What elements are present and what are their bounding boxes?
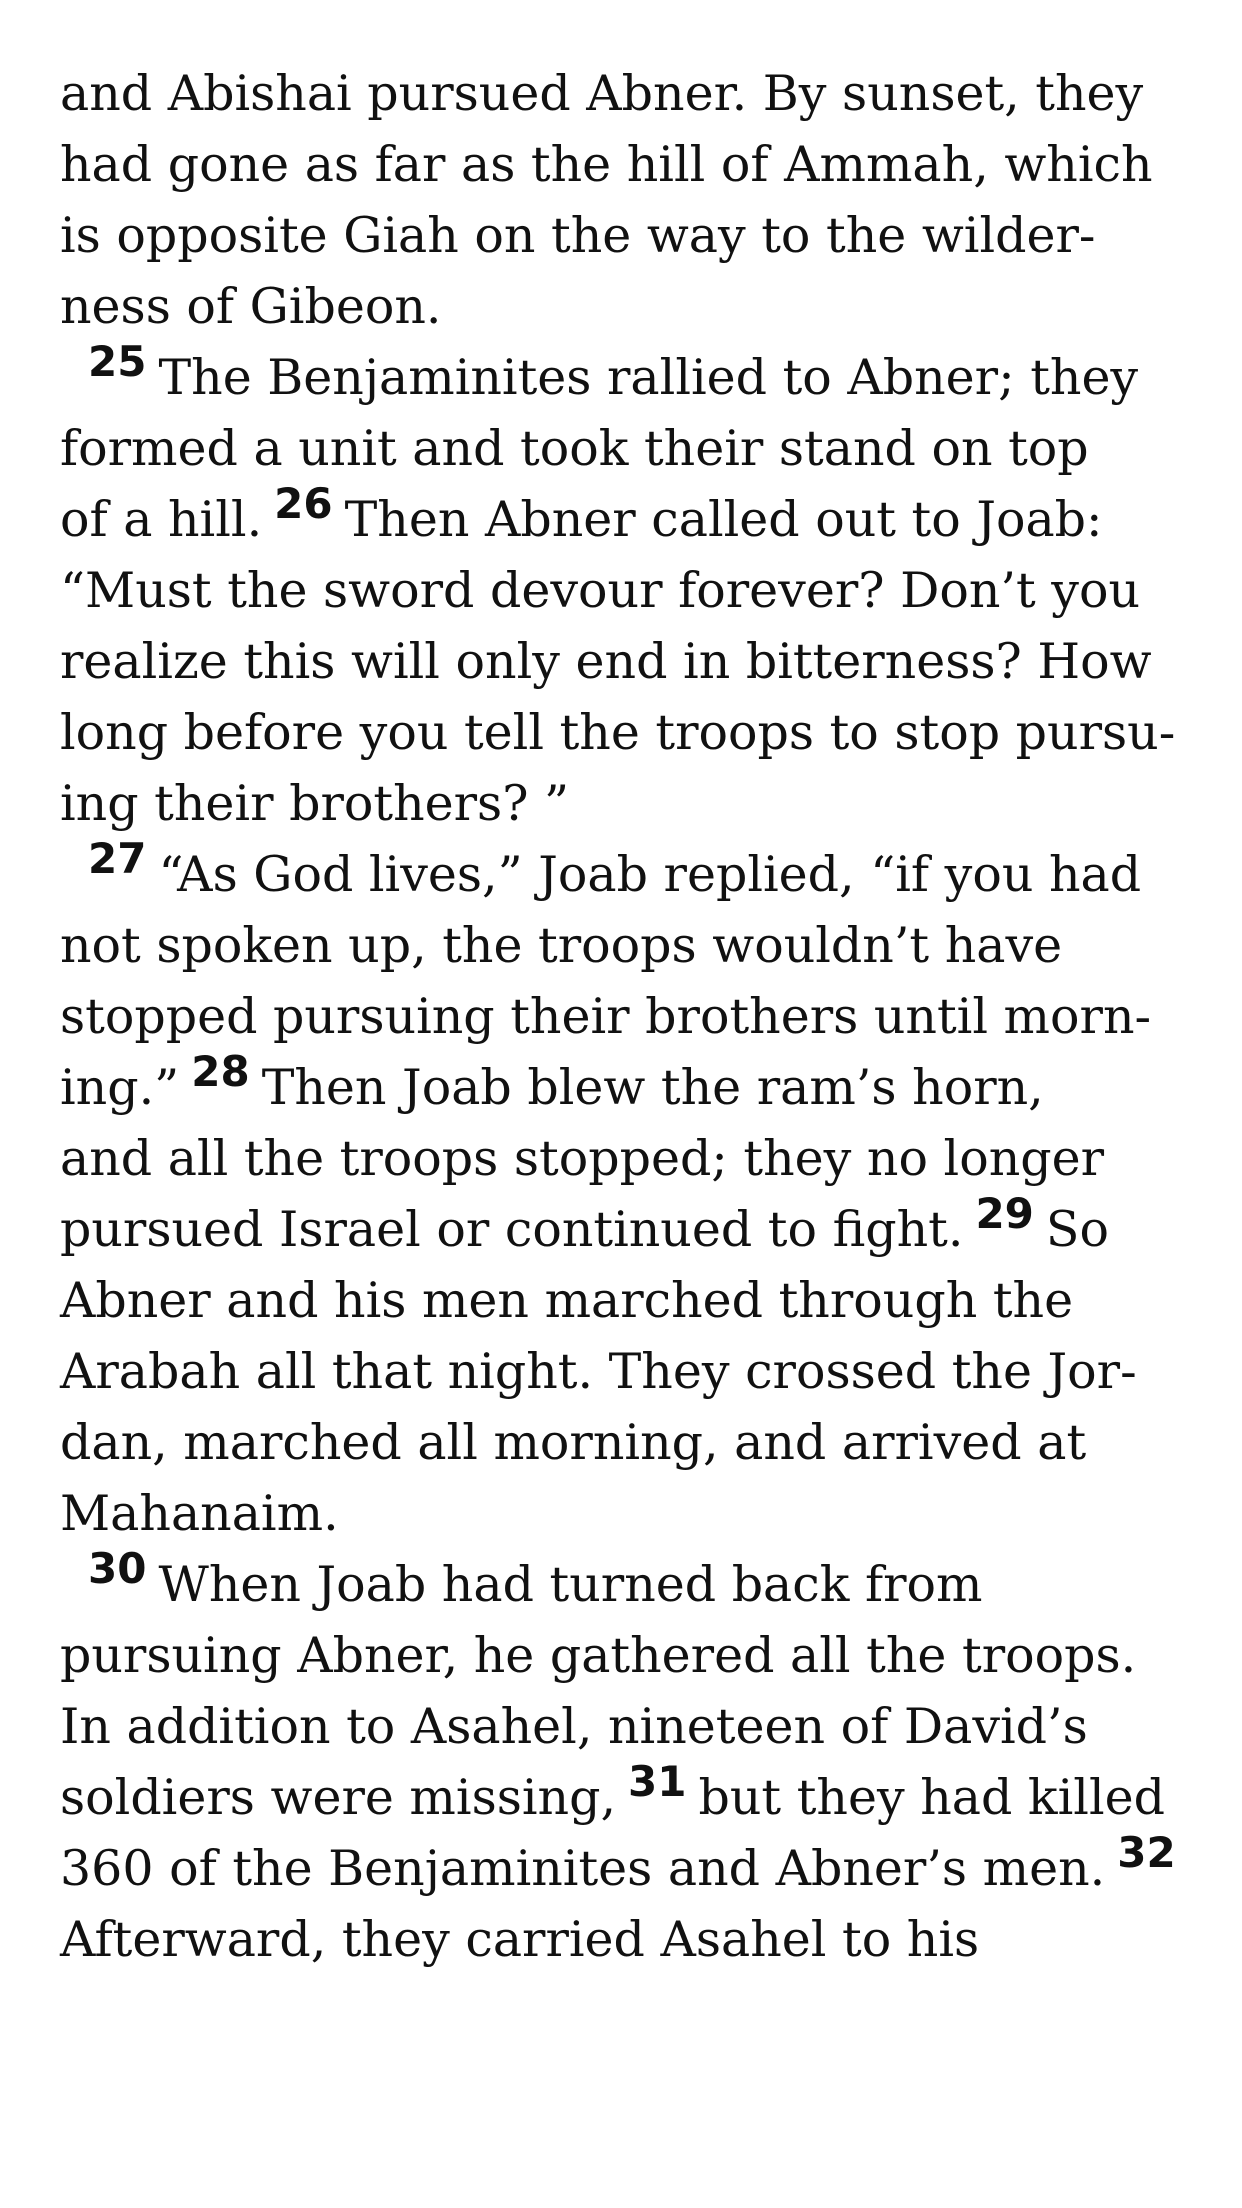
verse-text: ing.”: [60, 1059, 180, 1116]
text-line: Afterward, they carried Asahel to his: [60, 1911, 980, 1968]
text-line: [60, 1544, 1190, 1620]
verse-number: 31: [628, 1757, 687, 1806]
text-line: [60, 479, 1190, 555]
text-line: Mahanaim.: [60, 1485, 339, 1542]
text-line: not spoken up, the troops wouldn’t have: [60, 917, 1063, 974]
verse-text: Then Abner called out to Joab:: [344, 491, 1103, 548]
text-line: formed a unit and took their stand on top: [60, 420, 1089, 477]
verse-text: pursued Israel or continued to fight.: [60, 1201, 964, 1258]
text-line: Abner and his men marched through the: [60, 1272, 1074, 1329]
verse-number: 30: [88, 1544, 147, 1593]
text-line: stopped pursuing their brothers until morn-: [60, 988, 1152, 1045]
text-line: [60, 1047, 1190, 1123]
verse-text: but they had killed: [698, 1769, 1165, 1826]
text-line: realize this will only end in bitterness? How: [60, 633, 1152, 690]
verse-number: 32: [1117, 1828, 1176, 1877]
verse-text: The Benjaminites rallied to Abner; they: [158, 349, 1139, 406]
text-line: Arabah all that night. They crossed the Jor-: [60, 1343, 1137, 1400]
text-line: ing their brothers? ”: [60, 775, 570, 832]
verse-number: 26: [274, 479, 333, 528]
text-line: In addition to Asahel, nineteen of David’s: [60, 1698, 1088, 1755]
verse-number: 27: [88, 834, 147, 883]
text-line: dan, marched all morning, and arrived at: [60, 1414, 1087, 1471]
verse-text: of a hill.: [60, 491, 263, 548]
text-line: “Must the sword devour forever? Don’t you: [60, 562, 1141, 619]
text-line: [60, 834, 1190, 910]
verse-text: “As God lives,” Joab replied, “if you had: [158, 846, 1142, 903]
text-line: [60, 1828, 1190, 1904]
verse-text: 360 of the Benjaminites and Abner’s men.: [60, 1840, 1106, 1897]
verse-text: When Joab had turned back from: [158, 1556, 983, 1613]
text-line: and Abishai pursued Abner. By sunset, they: [60, 65, 1144, 122]
text-line: [60, 1757, 1190, 1833]
verse-text: Then Joab blew the ram’s horn,: [261, 1059, 1044, 1116]
text-line: had gone as far as the hill of Ammah, which: [60, 136, 1153, 193]
text-line: [60, 1189, 1190, 1265]
reader-page: [60, 58, 1190, 1975]
text-line: ness of Gibeon.: [60, 278, 442, 335]
verse-number: 29: [975, 1189, 1034, 1238]
text-line: pursuing Abner, he gathered all the troops.: [60, 1627, 1137, 1684]
verse-number: 28: [191, 1047, 250, 1096]
text-line: is opposite Giah on the way to the wilder-: [60, 207, 1096, 264]
text-line: [60, 337, 1190, 413]
verse-number: 25: [88, 337, 147, 386]
text-line: long before you tell the troops to stop pursu-: [60, 704, 1176, 761]
verse-text: soldiers were missing,: [60, 1769, 617, 1826]
text-line: and all the troops stopped; they no longer: [60, 1130, 1105, 1187]
verse-text: So: [1045, 1201, 1109, 1258]
